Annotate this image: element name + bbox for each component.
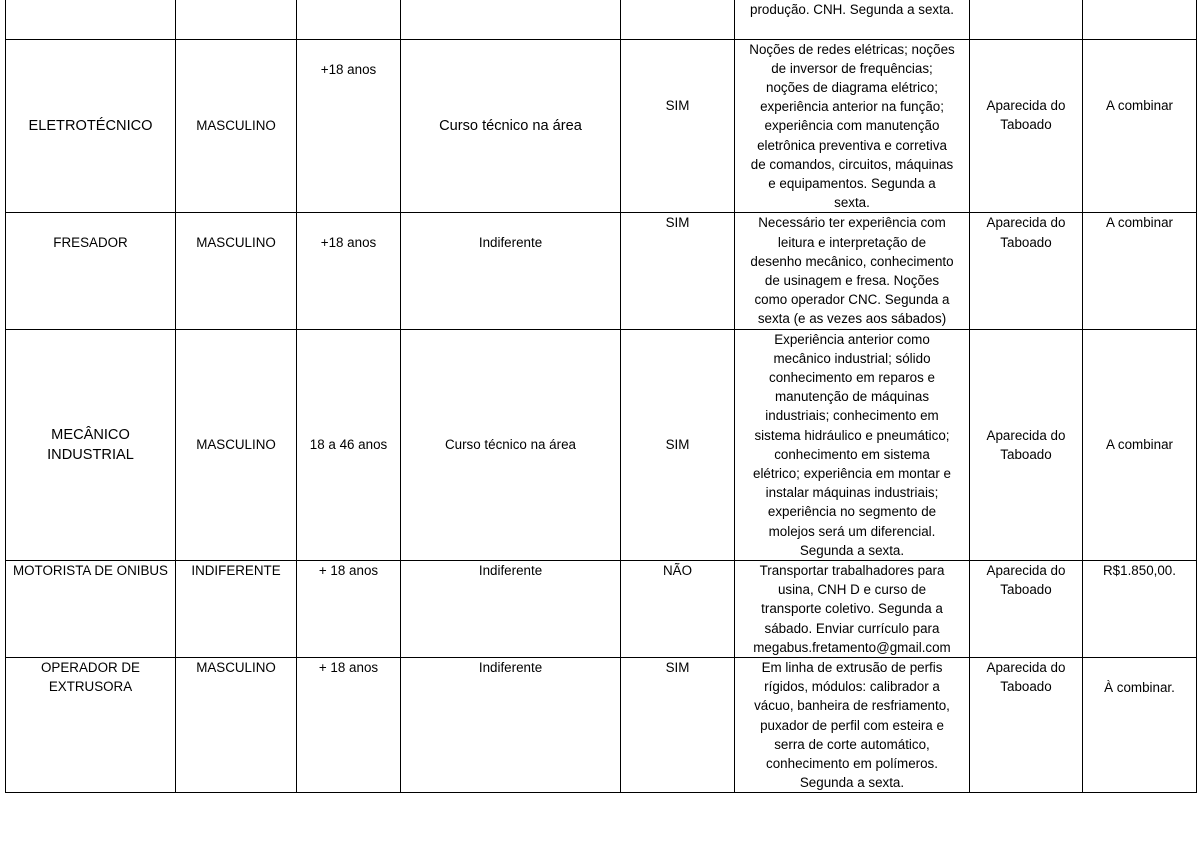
description-line: instalar máquinas industriais; [765, 485, 939, 501]
description-line: como operador CNC. Segunda a [754, 292, 950, 308]
table-row [6, 213, 1197, 329]
description-cell [735, 0, 970, 39]
description-line: sexta. [834, 195, 870, 211]
table-row [6, 658, 1197, 793]
age-cell: +18 anos [297, 39, 401, 213]
gender-cell: MASCULINO [176, 329, 297, 560]
description-line: Transportar trabalhadores para [759, 562, 945, 578]
description-line: sistema hidráulico e pneumático; [754, 427, 950, 443]
location-cell: Aparecida do Taboado [970, 329, 1083, 560]
table-row [6, 0, 1197, 39]
gender-cell: INDIFERENTE [176, 560, 297, 657]
experience-cell: SIM [621, 329, 735, 560]
job-title-cell: OPERADOR DE EXTRUSORA [6, 658, 176, 793]
experience-cell: SIM [621, 39, 735, 213]
description-line: rígidos, módulos: calibrador a [764, 679, 940, 695]
salary-cell: A combinar [1083, 213, 1197, 329]
description-line: noções de diagrama elétrico; [766, 79, 938, 95]
description-line: de comandos, circuitos, máquinas [750, 156, 954, 172]
table-row [6, 329, 1197, 560]
description-line: elétrico; experiência em montar e [753, 465, 951, 481]
education-cell: Indiferente [401, 658, 621, 793]
description-line: transporte coletivo. Segunda a [761, 601, 943, 617]
location-cell: Aparecida do Taboado [970, 213, 1083, 329]
table-row [6, 560, 1197, 657]
description-line: Experiência anterior como [774, 331, 930, 347]
description-line: manutenção de máquinas [774, 389, 930, 405]
education-cell: Indiferente [401, 560, 621, 657]
description-line: conhecimento em reparos e [769, 369, 935, 385]
experience-cell: SIM [621, 213, 735, 329]
description-line: e equipamentos. Segunda a [768, 175, 936, 191]
age-cell: +18 anos [297, 213, 401, 329]
location-cell [970, 0, 1083, 39]
description-line: produção. CNH. Segunda a sexta. [750, 2, 954, 17]
salary-cell: R$1.850,00. [1083, 560, 1197, 657]
gender-cell [176, 0, 297, 39]
description-line: Segunda a sexta. [799, 775, 905, 791]
description-line: de usinagem e fresa. Noções [764, 272, 940, 288]
gender-cell: MASCULINO [176, 213, 297, 329]
education-cell [401, 0, 621, 39]
description-line: eletrônica preventiva e corretiva [757, 137, 947, 153]
job-title-cell: MOTORISTA DE ONIBUS [6, 560, 176, 657]
description-line: vácuo, banheira de resfriamento, [754, 698, 950, 714]
salary-cell [1083, 0, 1197, 39]
salary-cell: A combinar [1083, 39, 1197, 213]
education-cell: Curso técnico na área [401, 329, 621, 560]
age-cell [297, 0, 401, 39]
location-cell: Aparecida do Taboado [970, 658, 1083, 793]
description-line: experiência no segmento de [767, 504, 937, 520]
location-cell: Aparecida do Taboado [970, 39, 1083, 213]
description-line: leitura e interpretação de [777, 234, 927, 250]
location-cell: Aparecida do Taboado [970, 560, 1083, 657]
age-cell: 18 a 46 anos [297, 329, 401, 560]
age-cell: + 18 anos [297, 658, 401, 793]
experience-cell: NÃO [621, 560, 735, 657]
gender-cell: MASCULINO [176, 39, 297, 213]
job-title-cell [6, 0, 176, 39]
job-title-cell: FRESADOR [6, 213, 176, 329]
description-line: puxador de perfil com esteira e [760, 717, 944, 733]
education-cell: Curso técnico na área [401, 39, 621, 213]
job-title-cell: MECÂNICO INDUSTRIAL [6, 329, 176, 560]
job-title-cell: ELETROTÉCNICO [6, 39, 176, 213]
description-line: Necessário ter experiência com [758, 215, 946, 231]
description-line: de inversor de frequências; [771, 60, 933, 76]
gender-cell: MASCULINO [176, 658, 297, 793]
education-cell: Indiferente [401, 213, 621, 329]
description-line: conhecimento em sistema [774, 446, 930, 462]
experience-cell [621, 0, 735, 39]
description-cell [735, 658, 970, 793]
description-line: experiência com manutenção [764, 118, 940, 134]
description-cell [735, 329, 970, 560]
table-row [6, 39, 1197, 213]
description-cell [735, 213, 970, 329]
description-line: usina, CNH D e curso de [777, 582, 927, 598]
description-line: Segunda a sexta. [799, 542, 905, 558]
description-line: megabus.fretamento@gmail.com [753, 639, 951, 655]
description-line: industriais; conhecimento em [765, 408, 939, 424]
description-line: sexta (e as vezes aos sábados) [757, 311, 947, 327]
salary-cell: A combinar [1083, 329, 1197, 560]
description-line: Em linha de extrusão de perfis [761, 660, 943, 675]
description-line: sábado. Enviar currículo para [764, 620, 940, 636]
description-line: mecânico industrial; sólido [773, 350, 931, 366]
description-line: molejos será um diferencial. [768, 523, 936, 539]
job-listings-table [5, 0, 1197, 793]
age-cell: + 18 anos [297, 560, 401, 657]
description-line: experiência anterior na função; [760, 99, 944, 115]
description-line: conhecimento em polímeros. [766, 756, 938, 772]
experience-cell: SIM [621, 658, 735, 793]
description-line: Noções de redes elétricas; noções [749, 41, 955, 57]
salary-cell: À combinar. [1083, 658, 1197, 793]
description-cell [735, 560, 970, 657]
description-line: serra de corte automático, [774, 736, 930, 752]
description-line: desenho mecânico, conhecimento [750, 253, 954, 269]
description-cell [735, 39, 970, 213]
